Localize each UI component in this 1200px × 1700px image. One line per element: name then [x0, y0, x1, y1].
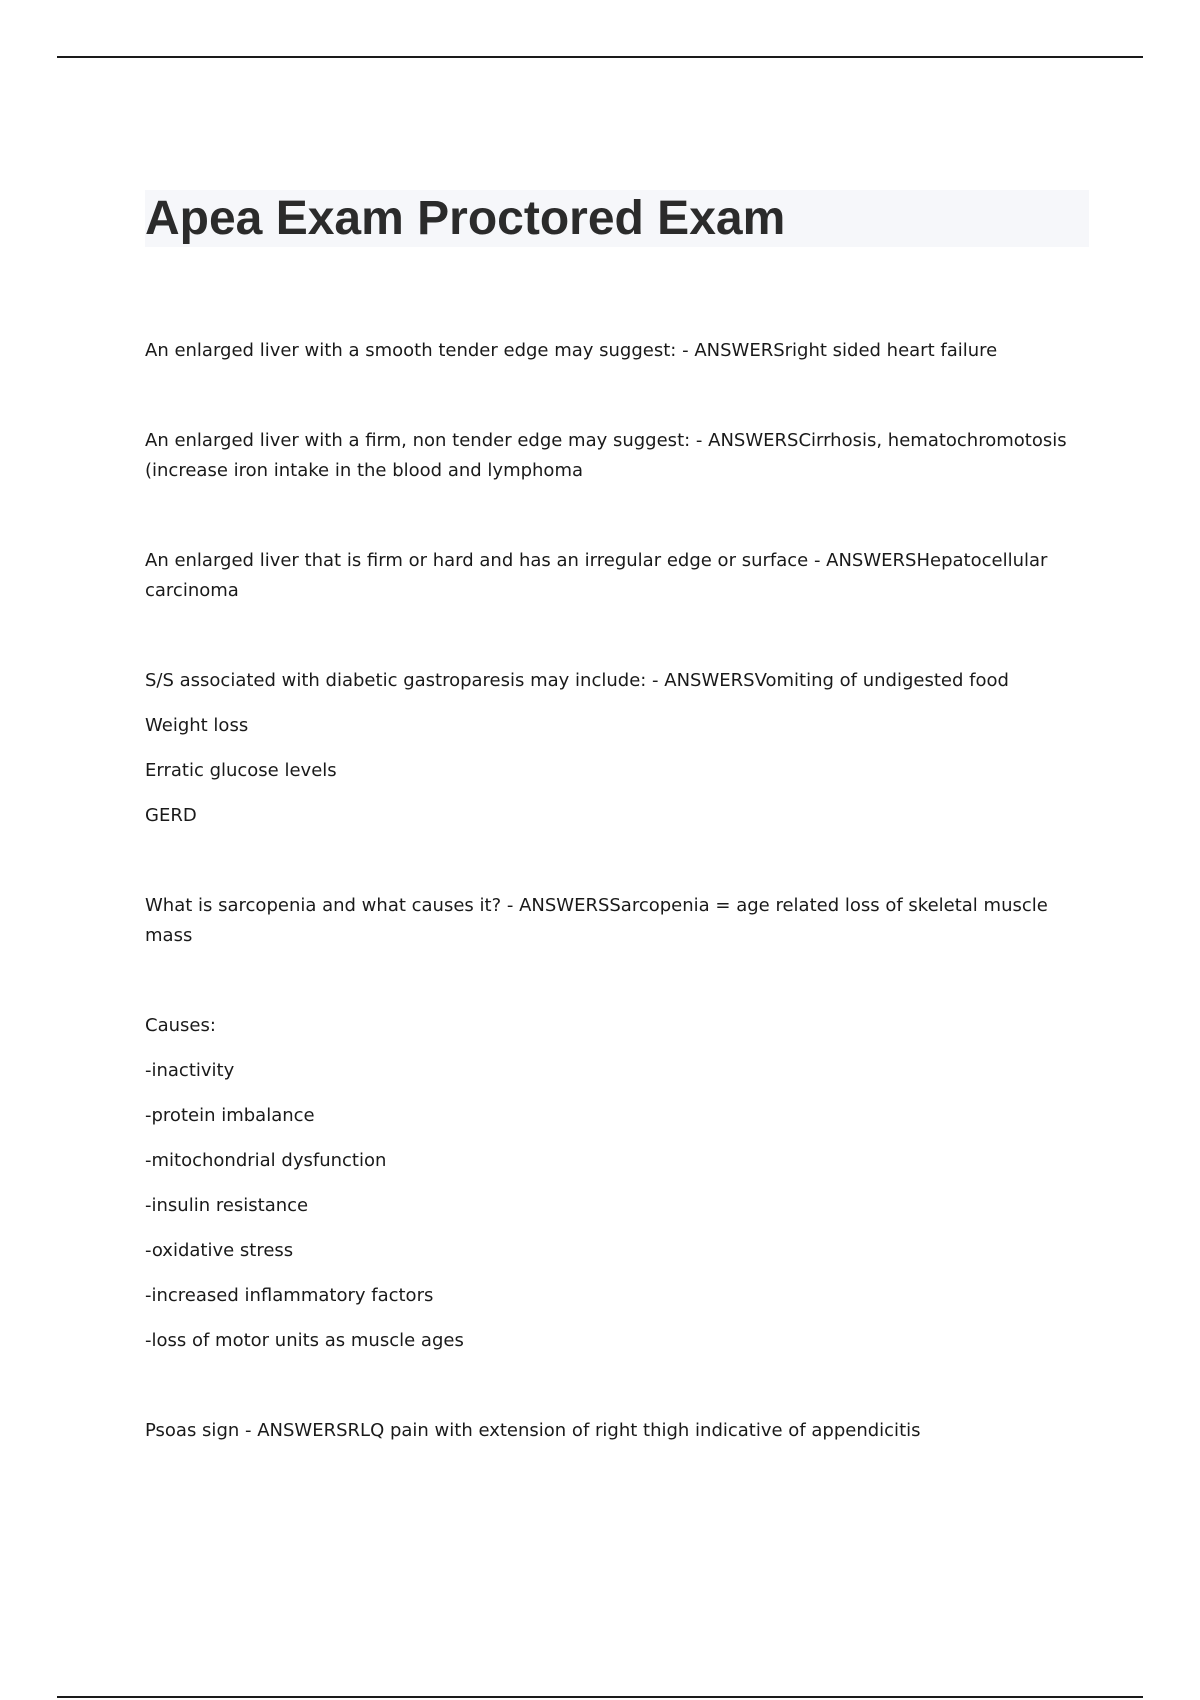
answer-line: -inactivity: [145, 1060, 235, 1081]
answer-line: -oxidative stress: [145, 1240, 294, 1261]
answer-text: RLQ pain with extension of right thigh indicative of appendicitis: [347, 1420, 921, 1441]
answer-text: Vomiting of undigested food: [754, 670, 1009, 691]
question-text: An enlarged liver with a firm, non tender edge may suggest:: [145, 430, 691, 451]
footer-rule: [57, 1696, 1143, 1698]
qa-item: [145, 426, 1085, 486]
answer-line: -loss of motor units as muscle ages: [145, 1330, 464, 1351]
answer-marker: - ANSWERS: [239, 1420, 348, 1441]
qa-item: [145, 336, 1085, 366]
answer-line: -mitochondrial dysfunction: [145, 1150, 387, 1171]
answer-line: Causes:: [145, 1015, 216, 1036]
answer-line: Erratic glucose levels: [145, 760, 337, 781]
qa-item: [145, 1416, 1085, 1446]
qa-item: [145, 546, 1085, 606]
answer-line: -increased inflammatory factors: [145, 1285, 434, 1306]
question-text: An enlarged liver that is firm or hard and has an irregular edge or surface: [145, 550, 809, 571]
answer-marker: - ANSWERS: [646, 670, 755, 691]
answer-marker: - ANSWERS: [501, 895, 610, 916]
qa-item: [145, 666, 1085, 696]
question-text: Psoas sign: [145, 1420, 240, 1441]
answer-line: GERD: [145, 805, 197, 826]
answer-line: -protein imbalance: [145, 1105, 315, 1126]
answer-text: right sided heart failure: [784, 340, 998, 361]
answer-text: Hepatocellular carcinoma: [145, 550, 1048, 601]
answer-text: Cirrhosis, hematochromotosis (increase iron intake in the blood and lymphoma: [145, 430, 1067, 481]
answer-marker: - ANSWERS: [690, 430, 799, 451]
answer-line: -insulin resistance: [145, 1195, 309, 1216]
header-rule: [57, 56, 1143, 58]
answer-line: Weight loss: [145, 715, 249, 736]
question-text: An enlarged liver with a smooth tender edge may suggest:: [145, 340, 677, 361]
qa-item: [145, 891, 1085, 951]
answer-text: Sarcopenia = age related loss of skeletal muscle mass: [145, 895, 1048, 946]
question-text: What is sarcopenia and what causes it?: [145, 895, 502, 916]
answer-marker: - ANSWERS: [808, 550, 917, 571]
answer-marker: - ANSWERS: [676, 340, 785, 361]
document-title: Apea Exam Proctored Exam: [145, 192, 786, 245]
document-body: [145, 336, 1085, 1446]
question-text: S/S associated with diabetic gastroparesis may include:: [145, 670, 647, 691]
